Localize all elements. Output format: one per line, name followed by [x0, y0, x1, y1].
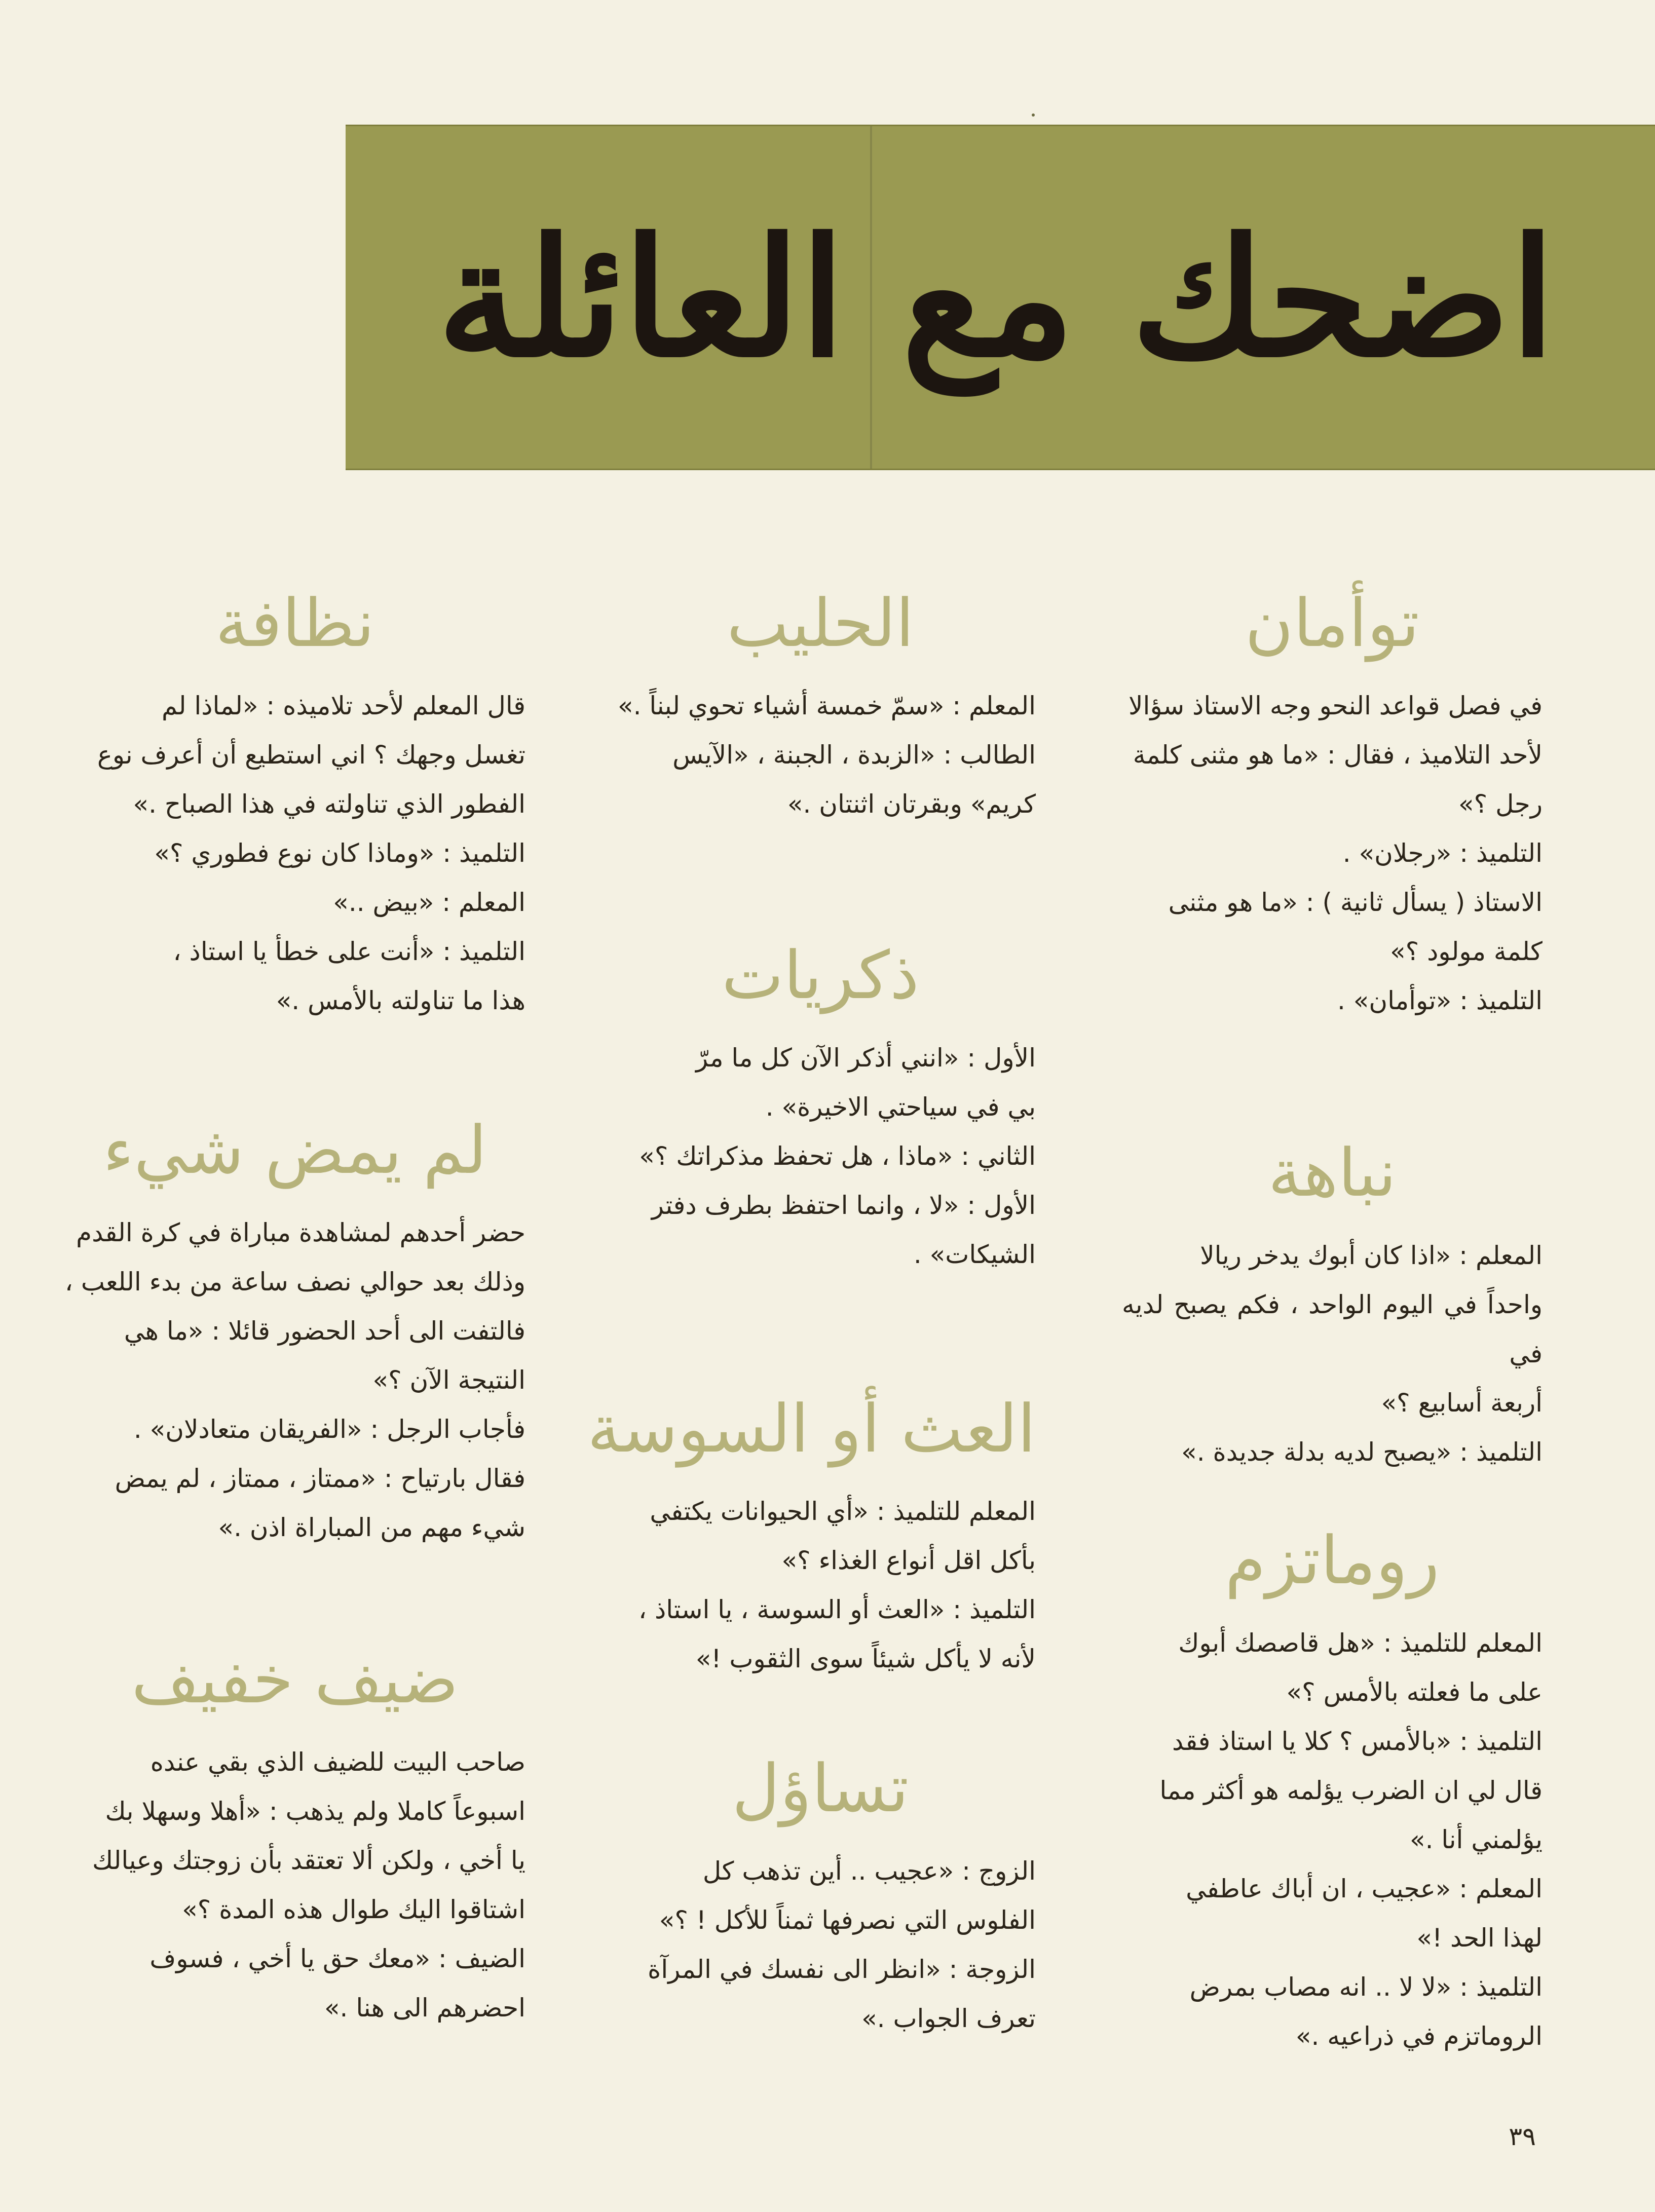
- story-line: الثاني : «ماذا ، هل تحفظ مذكراتك ؟»: [639, 1141, 1036, 1171]
- story-line: تغسل وجهك ؟ اني استطيع أن أعرف نوع: [97, 740, 525, 770]
- story-line: الاستاذ ( يسأل ثانية ) : «ما هو مثنى: [1168, 888, 1543, 917]
- story-line: لهذا الحد !»: [1416, 1923, 1543, 1953]
- story-title: ذكريات: [722, 937, 919, 1014]
- page-title: اضحك مع العائلة: [437, 203, 1556, 393]
- story-line: فأجاب الرجل : «الفريقان متعادلان» .: [133, 1415, 525, 1444]
- story-line: تعرف الجواب .»: [861, 2004, 1036, 2033]
- story-line: قال لي ان الضرب يؤلمه هو أكثر مما: [1159, 1776, 1543, 1805]
- story-moth: [587, 1370, 1036, 1684]
- page-number: ٣٩: [1509, 2122, 1536, 2151]
- story-line: كريم» وبقرتان اثنتان .»: [787, 789, 1036, 819]
- story-line: التلميذ : «وماذا كان نوع فطوري ؟»: [154, 838, 525, 868]
- story-question: [605, 1730, 1036, 2043]
- story-line: التلميذ : «رجلان» .: [1342, 838, 1543, 868]
- story-title: تساؤل: [732, 1750, 909, 1827]
- story-line: فالتفت الى أحد الحضور قائلا : «ما هي: [124, 1316, 525, 1346]
- story-cleverness: [1122, 1115, 1543, 1477]
- story-memories: [605, 917, 1036, 1279]
- story-line: التلميذ : «العث أو السوسة ، يا استاذ ،: [638, 1595, 1036, 1624]
- story-line: رجل ؟»: [1458, 789, 1543, 819]
- story-title: روماتزم: [1225, 1522, 1440, 1599]
- story-line: اشتاقوا اليك طوال هذه المدة ؟»: [182, 1895, 525, 1924]
- story-line: التلميذ : «لا لا .. انه مصاب بمرض: [1189, 1972, 1543, 2002]
- story-line: بأكل اقل أنواع الغذاء ؟»: [781, 1546, 1036, 1575]
- story-line: بي في سياحتي الاخيرة» .: [765, 1092, 1036, 1122]
- story-line: التلميذ : «بالأمس ؟ كلا يا استاذ فقد: [1172, 1727, 1543, 1756]
- story-title: الحليب: [727, 585, 914, 662]
- story-title: نباهة: [1268, 1134, 1397, 1211]
- story-line: صاحب البيت للضيف الذي بقي عنده: [150, 1747, 525, 1777]
- story-line: المعلم : «عجيب ، ان أباك عاطفي: [1186, 1874, 1543, 1903]
- story-line: أربعة أسابيع ؟»: [1381, 1388, 1543, 1418]
- story-line: يؤلمني أنا .»: [1410, 1825, 1543, 1854]
- story-nothing-missed: [64, 1092, 525, 1552]
- story-title: لم يمض شيء: [103, 1112, 487, 1189]
- story-line: وذلك بعد حوالي نصف ساعة من بدء اللعب ،: [64, 1267, 525, 1296]
- story-line: المعلم : «اذا كان أبوك يدخر ريالا: [1200, 1241, 1543, 1270]
- story-line: احضرهم الى هنا .»: [324, 1993, 525, 2023]
- story-line: الزوج : «عجيب .. أين تذهب كل: [702, 1856, 1036, 1886]
- story-line: يا أخي ، ولكن ألا تعتقد بأن زوجتك وعيالك: [92, 1846, 525, 1875]
- story-line: شيء مهم من المباراة اذن .»: [218, 1513, 525, 1542]
- story-milk: [605, 565, 1036, 829]
- story-line: المعلم : «بيض ..»: [333, 888, 525, 917]
- print-speck: [1032, 113, 1035, 117]
- story-line: الضيف : «معك حق يا أخي ، فسوف: [149, 1944, 525, 1973]
- story-line: الزوجة : «انظر الى نفسك في المرآة: [648, 1955, 1036, 1984]
- story-title: العث أو السوسة: [587, 1390, 1036, 1467]
- story-line: قال المعلم لأحد تلاميذه : «لماذا لم: [161, 691, 525, 720]
- story-title: توأمان: [1245, 585, 1420, 662]
- story-line: هذا ما تناولته بالأمس .»: [276, 986, 525, 1015]
- story-line: اسبوعاً كاملا ولم يذهب : «أهلا وسهلا بك: [105, 1797, 525, 1826]
- story-line: الفلوس التي نصرفها ثمناً للأكل ! ؟»: [659, 1905, 1036, 1935]
- story-line: واحداً في اليوم الواحد ، فكم يصبح لديه في: [1122, 1290, 1543, 1368]
- story-line: فقال بارتياح : «ممتاز ، ممتاز ، لم يمض: [115, 1464, 525, 1493]
- story-line: على ما فعلته بالأمس ؟»: [1286, 1677, 1543, 1707]
- story-line: الفطور الذي تناولته في هذا الصباح .»: [133, 789, 525, 819]
- story-title: نظافة: [215, 585, 375, 662]
- story-line: الأول : «انني أذكر الآن كل ما مرّ: [696, 1043, 1036, 1073]
- story-cleanliness: [64, 565, 525, 1025]
- story-line: المعلم : «سمّ خمسة أشياء تحوي لبناً .»: [618, 691, 1036, 720]
- story-line: الشيكات» .: [913, 1240, 1036, 1269]
- story-line: الطالب : «الزبدة ، الجبنة ، «الآيس: [672, 740, 1036, 770]
- story-line: النتيجة الآن ؟»: [372, 1365, 525, 1395]
- story-line: في فصل قواعد النحو وجه الاستاذ سؤالا: [1129, 691, 1543, 720]
- story-line: لأحد التلاميذ ، فقال : «ما هو مثنى كلمة: [1133, 740, 1543, 770]
- story-line: التلميذ : «توأمان» .: [1337, 986, 1543, 1015]
- story-title: ضيف خفيف: [131, 1641, 459, 1718]
- header-banner: [346, 125, 1655, 470]
- story-light-guest: [64, 1621, 525, 2033]
- story-line: المعلم للتلميذ : «هل قاصصك أبوك: [1178, 1628, 1543, 1658]
- story-line: حضر أحدهم لمشاهدة مباراة في كرة القدم: [76, 1218, 525, 1247]
- story-line: التلميذ : «أنت على خطأ يا استاذ ،: [173, 937, 525, 966]
- story-twins: [1122, 565, 1543, 1025]
- story-line: الروماتزم في ذراعيه .»: [1295, 2022, 1543, 2051]
- story-line: المعلم للتلميذ : «أي الحيوانات يكتفي: [650, 1497, 1036, 1526]
- story-rheumatism: [1122, 1502, 1543, 2061]
- story-line: الأول : «لا ، وانما احتفظ بطرف دفتر: [651, 1191, 1036, 1220]
- story-line: كلمة مولود ؟»: [1390, 937, 1543, 966]
- story-line: التلميذ : «يصبح لديه بدلة جديدة .»: [1181, 1437, 1543, 1467]
- story-line: لأنه لا يأكل شيئاً سوى الثقوب !»: [695, 1644, 1036, 1673]
